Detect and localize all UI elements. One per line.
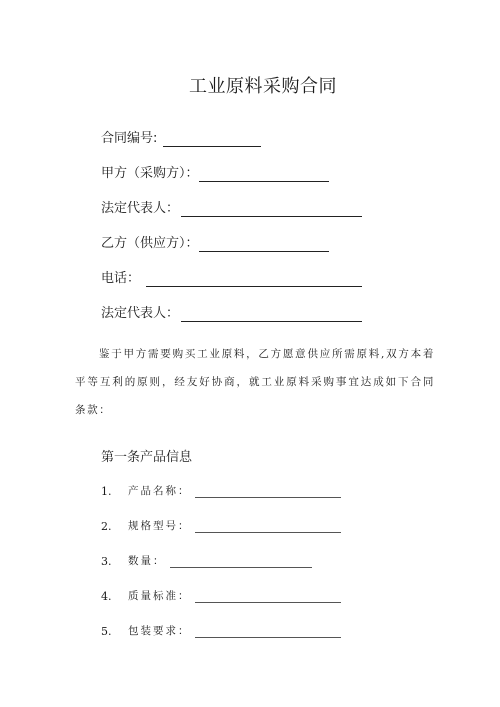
field-label: 合同编号: bbox=[101, 131, 158, 146]
list-item-packaging bbox=[101, 622, 341, 638]
field-contract-number bbox=[101, 131, 261, 147]
item-label: 产品名称： bbox=[128, 485, 191, 497]
list-item-quantity bbox=[101, 552, 312, 568]
item-label: 规格型号： bbox=[128, 520, 191, 532]
field-party-a bbox=[101, 166, 329, 182]
field-label: 甲方（采购方）： bbox=[101, 166, 199, 181]
item-number: 4. bbox=[101, 590, 112, 603]
item-number: 5. bbox=[101, 625, 112, 638]
item-label: 包装要求： bbox=[128, 625, 191, 637]
item-label: 数量： bbox=[128, 555, 166, 567]
field-party-b-representative bbox=[101, 306, 362, 322]
quantity-blank[interactable] bbox=[170, 555, 312, 568]
list-item-quality-standard bbox=[101, 587, 341, 603]
item-number: 3. bbox=[101, 555, 112, 568]
field-phone bbox=[101, 271, 362, 287]
field-party-b bbox=[101, 236, 329, 252]
phone-blank[interactable] bbox=[146, 272, 362, 287]
item-label: 质量标准： bbox=[128, 590, 191, 602]
contract-number-blank[interactable] bbox=[163, 132, 261, 147]
party-a-representative-blank[interactable] bbox=[181, 202, 362, 217]
party-b-representative-blank[interactable] bbox=[181, 307, 362, 322]
item-number: 1. bbox=[101, 485, 112, 498]
party-a-blank[interactable] bbox=[199, 167, 329, 182]
field-label: 乙方（供应方）： bbox=[101, 236, 199, 251]
field-label: 法定代表人： bbox=[101, 201, 180, 216]
product-name-blank[interactable] bbox=[195, 485, 341, 498]
field-label: 法定代表人： bbox=[101, 306, 180, 321]
quality-standard-blank[interactable] bbox=[195, 590, 341, 603]
field-party-a-representative bbox=[101, 201, 362, 217]
list-item-specification bbox=[101, 517, 341, 533]
specification-blank[interactable] bbox=[195, 520, 341, 533]
section-heading: 第一条产品信息 bbox=[101, 450, 193, 465]
field-label: 电话： bbox=[101, 271, 141, 286]
intro-paragraph: 鉴于甲方需要购买工业原料，乙方愿意供应所需原料,双方本着平等互利的原则，经友好协商，就工业原料采购事宜达成如下合同条款： bbox=[75, 348, 435, 416]
list-item-product-name bbox=[101, 482, 341, 498]
party-b-blank[interactable] bbox=[199, 237, 329, 252]
item-number: 2. bbox=[101, 520, 112, 533]
packaging-blank[interactable] bbox=[195, 625, 341, 638]
document-title: 工业原料采购合同 bbox=[189, 76, 337, 97]
